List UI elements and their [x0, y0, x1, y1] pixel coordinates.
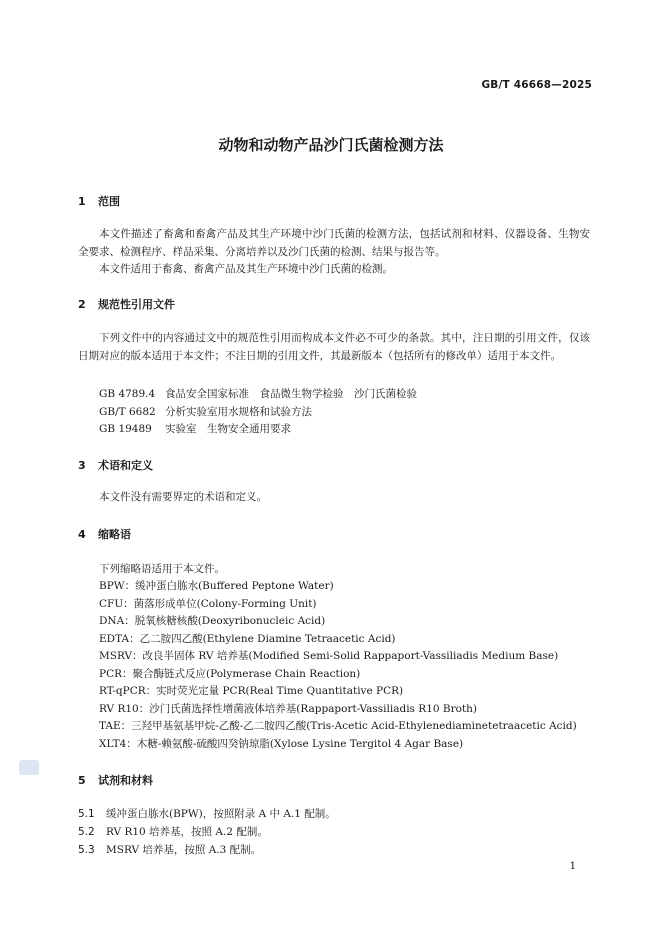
section-heading-terms: [78, 457, 153, 473]
section-number: 2: [78, 298, 86, 311]
page-number: 1: [569, 861, 576, 872]
reference-code: GB 4789.4: [99, 388, 156, 400]
reference-code: GB 19489: [99, 423, 152, 435]
standard-code: GB/T 46668—2025: [481, 79, 592, 91]
clause-text: 缓冲蛋白胨水(BPW)，按照附录 A 中 A.1 配制。: [106, 808, 336, 820]
clause-number: 5.1: [78, 808, 95, 820]
section-heading-reagents: [78, 772, 153, 788]
section-title: 缩略语: [98, 528, 131, 541]
terms-paragraph: 本文件没有需要界定的术语和定义。: [99, 491, 267, 503]
clause-number: 5.3: [78, 844, 95, 856]
clause-text: MSRV 培养基，按照 A.3 配制。: [106, 844, 262, 856]
section-number: 1: [78, 195, 86, 208]
section-number: 4: [78, 528, 86, 541]
clause-number: 5.2: [78, 826, 95, 838]
references-paragraph: 下列文件中的内容通过文中的规范性引用而构成本文件必不可少的条款。其中，注日期的引用文件，仅该日期对应的版本适用于本文件；不注日期的引用文件，其最新版本（包括所有的修改单）适用于本文件。: [78, 332, 590, 362]
abbreviation-item: RV R10：沙门氏菌选择性增菌液体培养基(Rappaport-Vassiliadis R10 Broth): [99, 703, 478, 715]
reference-item: [99, 404, 312, 419]
abbreviation-item: XLT4：木糖-赖氨酸-硫酸四癸钠琼脂(Xylose Lysine Tergitol 4 Agar Base): [99, 738, 464, 750]
reference-item: [99, 386, 417, 401]
reagent-item: [78, 806, 336, 821]
clause-text: RV R10 培养基，按照 A.2 配制。: [106, 826, 268, 838]
abbreviation-item: TAE：三羟甲基氨基甲烷-乙酸-乙二胺四乙酸(Tris-Acetic Acid-Ethylenediaminetetraacetic Acid): [99, 720, 577, 732]
abbreviation-item: CFU：菌落形成单位(Colony-Forming Unit): [99, 598, 317, 610]
section-title: 规范性引用文件: [98, 298, 175, 311]
reference-code: GB/T 6682: [99, 406, 156, 418]
reference-item: [99, 421, 291, 436]
reference-name: 实验室 生物安全通用要求: [165, 423, 291, 435]
reference-name: 分析实验室用水规格和试验方法: [165, 406, 312, 418]
watermark-icon: [19, 760, 39, 775]
section-heading-abbreviations: [78, 526, 131, 542]
abbreviation-item: BPW：缓冲蛋白胨水(Buffered Peptone Water): [99, 580, 334, 592]
section-heading-normative-references: [78, 296, 175, 312]
section-number: 3: [78, 459, 86, 472]
reagent-item: [78, 842, 261, 857]
abbreviation-item: DNA：脱氧核糖核酸(Deoxyribonucleic Acid): [99, 615, 326, 627]
abbreviation-item: RT-qPCR：实时荧光定量 PCR(Real Time Quantitative PCR): [99, 685, 404, 697]
section-title: 试剂和材料: [98, 774, 153, 787]
section-title: 范围: [98, 195, 120, 208]
section-heading-scope: [78, 193, 120, 209]
abbreviation-item: PCR：聚合酶链式反应(Polymerase Chain Reaction): [99, 668, 361, 680]
section-title: 术语和定义: [98, 459, 153, 472]
abbreviations-intro: 下列缩略语适用于本文件。: [99, 563, 225, 575]
abbreviation-item: MSRV：改良半固体 RV 培养基(Modified Semi-Solid Rappaport-Vassiliadis Medium Base): [99, 650, 559, 662]
reference-name: 食品安全国家标准 食品微生物学检验 沙门氏菌检验: [165, 388, 417, 400]
reagent-item: [78, 824, 268, 839]
scope-paragraph: 本文件描述了畜禽和畜禽产品及其生产环境中沙门氏菌的检测方法，包括试剂和材料、仪器设备、生物安全要求、检测程序、样品采集、分离培养以及沙门氏菌的检测、结果与报告等。: [78, 228, 590, 258]
scope-paragraph: 本文件适用于畜禽、畜禽产品及其生产环境中沙门氏菌的检测。: [99, 263, 393, 275]
document-title: 动物和动物产品沙门氏菌检测方法: [218, 136, 444, 154]
section-number: 5: [78, 774, 86, 787]
abbreviation-item: EDTA：乙二胺四乙酸(Ethylene Diamine Tetraacetic Acid): [99, 633, 396, 645]
